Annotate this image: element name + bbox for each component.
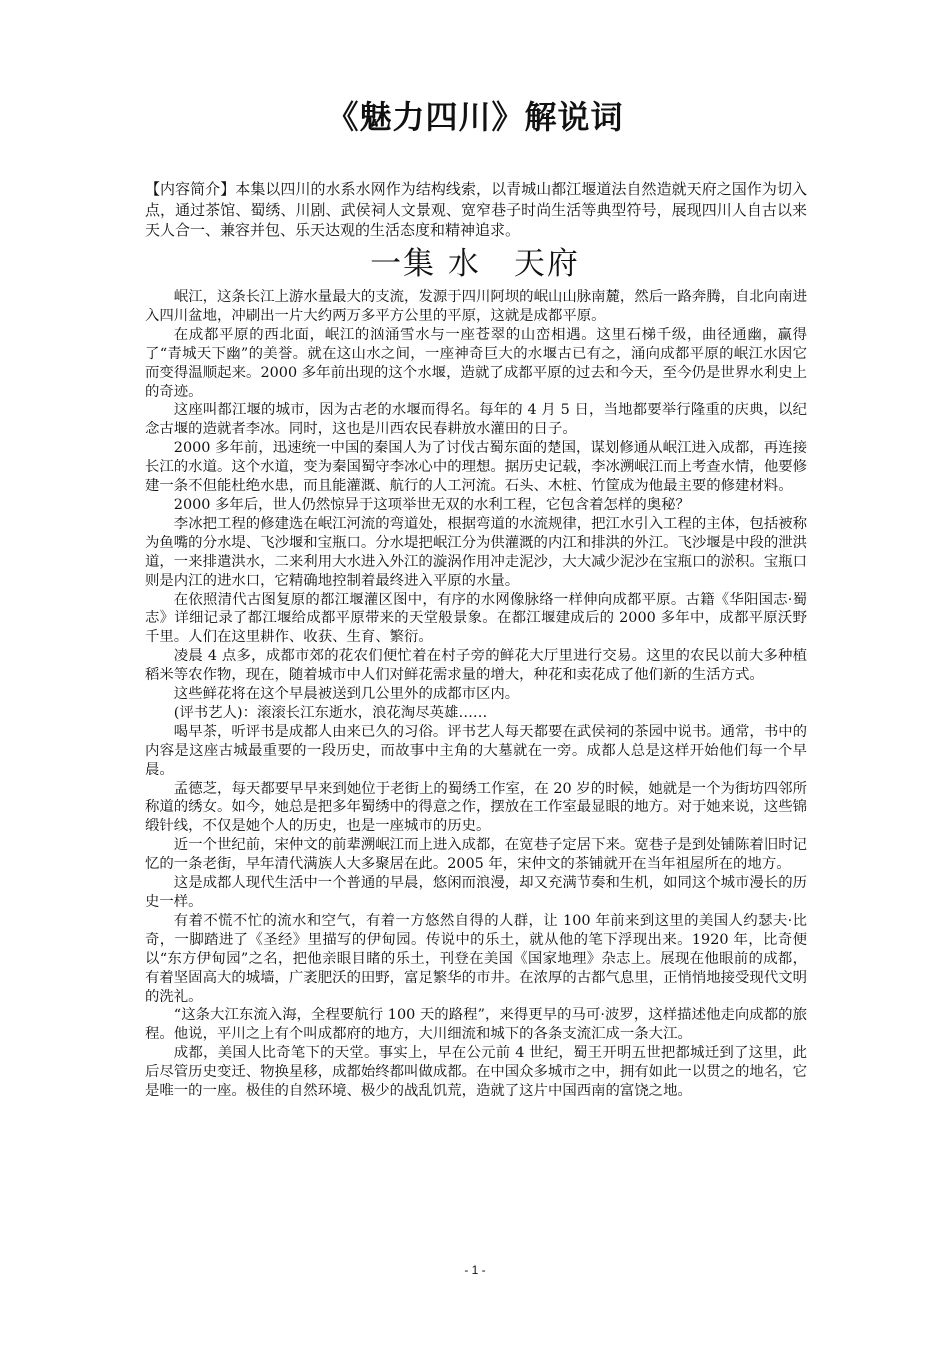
paragraph: 凌晨 4 点多，成都市郊的花农们便忙着在村子旁的鲜花大厅里进行交易。这里的农民以前大多种植稻米等农作物，现在，随着城市中人们对鲜花需求量的增大，种花和卖花成了他们新的生活方式。 [145, 648, 807, 684]
paragraph: 成都，美国人比奇笔下的天堂。事实上，早在公元前 4 世纪，蜀王开明五世把都城迁到了这里，此后尽管历史变迁、物换星移，成都始终都叫做成都。在中国众多城市之中，拥有如此一以贯之的地名，它是唯一的一座。极佳的自然环境、极少的战乱饥荒，造就了这片中国西南的富饶之地。 [145, 1045, 807, 1100]
paragraph: (评书艺人)：滚滚长江东逝水，浪花淘尽英雄…… [173, 704, 488, 721]
chapter-title: 一集 水 天府 [370, 246, 580, 282]
paragraph: 2000 多年后，世人仍然惊异于这项举世无双的水利工程，它包含着怎样的奥秘？ [173, 496, 690, 513]
paragraph: 孟德芝，每天都要早早来到她位于老街上的蜀绣工作室，在 20 岁的时候，她就是一个为街坊四邻所称道的绣女。如今，她总是把多年蜀绣中的得意之作，摆放在工作室最显眼的地方。对于她来说，这些锦缎针线，不仅是她个人的历史，也是一座城市的历史。 [145, 780, 807, 835]
content-intro: 【内容简介】本集以四川的水系水网作为结构线索，以青城山都江堰道法自然造就天府之国作为切入点，通过茶馆、蜀绣、川剧、武侯祠人文景观、宽窄巷子时尚生活等典型符号，展现四川人自古以来天人合一、兼容并包、乐天达观的生活态度和精神追求。 [145, 180, 807, 239]
paragraph: 岷江，这条长江上游水量最大的支流，发源于四川阿坝的岷山山脉南麓，然后一路奔腾，自北向南进入四川盆地，冲刷出一片大约两万多平方公里的平原，这就是成都平原。 [145, 289, 807, 324]
paragraph: 有着不慌不忙的流水和空气，有着一方悠然自得的人群，让 100 年前来到这里的美国人约瑟夫·比奇，一脚踏进了《圣经》里描写的伊甸园。传说中的乐土，就从他的笔下浮现出来。1920 年，比奇便以“东方伊甸园”之名，把他亲眼目睹的乐土，刊登在美国《国家地理》杂志上。展现在他眼前的成都，有着坚固高大的城墙，广袤肥沃的田野，富足繁华的市井。在浓厚的古都气息里，正悄悄地接受现代文明的洗礼。 [145, 912, 807, 1005]
paragraph: “这条大江东流入海，全程要航行 100 天的路程”，来得更早的马可·波罗，这样描述他走向成都的旅程。他说，平川之上有个叫成都府的地方，大川细流和城下的各条支流汇成一条大江。 [145, 1007, 807, 1043]
paragraph: 近一个世纪前，宋仲文的前辈溯岷江而上进入成都，在宽巷子定居下来。宽巷子是到处铺陈着旧时记忆的一条老街，早年清代满族人大多聚居在此。2005 年，宋仲文的茶铺就开在当年祖屋所在的地方。 [145, 837, 807, 873]
paragraph: 这些鲜花将在这个早晨被送到几公里外的成都市区内。 [173, 686, 520, 703]
paragraph: 喝早茶，听评书是成都人由来已久的习俗。评书艺人每天都要在武侯祠的茶园中说书。通常，书中的内容是这座古城最重要的一段历史，而故事中主角的大墓就在一旁。成都人总是这样开始他们每一个早晨。 [145, 723, 807, 778]
paragraph: 在成都平原的西北面，岷江的汹涌雪水与一座苍翠的山峦相遇。这里石梯千级，曲径通幽，赢得了“青城天下幽”的美誉。就在这山水之间，一座神奇巨大的水堰古已有之，涌向成都平原的岷江水因它而变得温顺起来。2000 多年前出现的这个水堰，造就了成都平原的过去和今天，至今仍是世界水利史上的奇迹。 [145, 326, 807, 400]
document-title: 《魅力四川》解说词 [326, 98, 624, 136]
paragraph: 2000 多年前，迅速统一中国的秦国人为了讨伐古蜀东面的楚国，谋划修通从岷江进入成都，再连接长江的水道。这个水道，变为秦国蜀守李冰心中的理想。据历史记载，李冰溯岷江而上考查水情，他要修建一条不但能杜绝水患，而且能灌溉、航行的人工河流。石头、木桩、竹筐成为他最主要的修建材料。 [145, 440, 807, 495]
body-text [145, 288, 807, 1101]
paragraph: 这座叫都江堰的城市，因为古老的水堰而得名。每年的 4 月 5 日，当地都要举行隆重的庆典，以纪念古堰的造就者李冰。同时，这也是川西农民春耕放水灌田的日子。 [145, 402, 807, 438]
paragraph: 这是成都人现代生活中一个普通的早晨，悠闲而浪漫，却又充满节奏和生机，如同这个城市漫长的历史一样。 [145, 875, 807, 910]
paragraph: 在依照清代古图复原的都江堰灌区图中，有序的水网像脉络一样伸向成都平原。古籍《华阳国志·蜀志》详细记录了都江堰给成都平原带来的天堂般景象。在都江堰建成后的 2000 多年中，成都平原沃野千里。人们在这里耕作、收获、生育、繁衍。 [145, 591, 807, 646]
page-number: - 1 - [464, 1263, 486, 1277]
paragraph: 李冰把工程的修建选在岷江河流的弯道处，根据弯道的水流规律，把江水引入工程的主体，包括被称为鱼嘴的分水堤、飞沙堰和宝瓶口。分水堤把岷江分为供灌溉的内江和排洪的外江。飞沙堰是中段的泄洪道，一来排遣洪水，二来利用大水进入外江的漩涡作用冲走泥沙，大大减少泥沙在宝瓶口的淤积。宝瓶口则是内江的进水口，它精确地控制着最终进入平原的水量。 [145, 515, 807, 589]
